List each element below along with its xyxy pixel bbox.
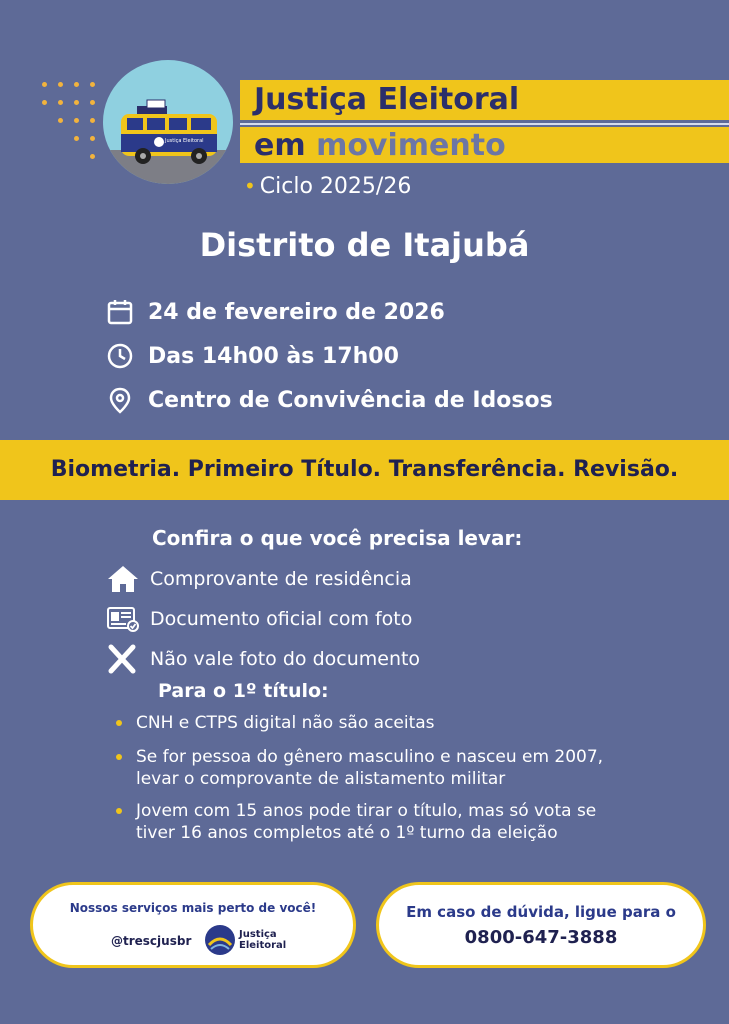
- location-title: Distrito de Itajubá: [199, 226, 530, 264]
- page-title: Justiça Eleitoral: [254, 82, 520, 117]
- calendar-icon: [106, 298, 134, 326]
- page-subtitle: [254, 127, 506, 165]
- event-time: Das 14h00 às 17h00: [148, 343, 399, 369]
- footer-social-card: [30, 882, 356, 968]
- title-banner-line2: [240, 127, 729, 163]
- requirement-item: [106, 644, 420, 674]
- dot-grid-decoration: [42, 82, 112, 172]
- services-banner: [0, 440, 729, 500]
- x-mark-icon: [106, 644, 140, 674]
- clock-icon: [106, 342, 134, 370]
- footer-tagline: Nossos serviços mais perto de você!: [69, 901, 317, 915]
- first-title-heading: Para o 1º título:: [158, 680, 329, 702]
- social-handle-link[interactable]: @trescjusbr: [111, 934, 192, 948]
- bullet-line: Jovem com 15 anos pode tirar o título, mas só vota se: [136, 801, 597, 821]
- bullet-line: tiver 16 anos completos até o 1º turno da eleição: [136, 823, 558, 843]
- requirement-label: Documento oficial com foto: [150, 608, 413, 630]
- bullet-dot: [116, 720, 122, 726]
- first-title-bullet: [116, 800, 636, 844]
- bullet-dot: [116, 754, 122, 760]
- logo-line2: Eleitoral: [239, 940, 287, 951]
- bullet-dot: [116, 808, 122, 814]
- house-icon: [106, 564, 140, 594]
- event-place: Centro de Convivência de Idosos: [148, 387, 553, 413]
- logo-line1: Justiça: [239, 929, 277, 940]
- cycle-text: Ciclo 2025/26: [259, 174, 412, 199]
- location-pin-icon: [106, 386, 134, 414]
- cycle-label: [244, 174, 411, 199]
- requirement-label: Comprovante de residência: [150, 568, 412, 590]
- bullet-line: levar o comprovante de alistamento militar: [136, 769, 506, 789]
- title-banner-line1: [240, 80, 729, 120]
- van-logo-text: Justiça Eleitoral: [165, 138, 204, 144]
- requirements-heading: Confira o que você precisa levar:: [152, 526, 523, 550]
- first-title-bullet: [116, 712, 636, 734]
- requirement-label: Não vale foto do documento: [150, 648, 421, 670]
- event-date: 24 de fevereiro de 2026: [148, 299, 445, 325]
- cycle-bullet: •: [244, 174, 256, 198]
- event-place-row: [106, 384, 553, 416]
- services-banner-text: Biometria. Primeiro Título. Transferência. Revisão.: [50, 457, 679, 482]
- contact-text: Em caso de dúvida, ligue para o: [406, 903, 676, 921]
- subtitle-word-movimento: movimento: [316, 128, 506, 163]
- logo-text: [239, 929, 286, 951]
- phone-number[interactable]: 0800-647-3888: [464, 927, 618, 948]
- justica-eleitoral-logo-icon: [203, 923, 237, 957]
- footer-contact-card: [376, 882, 706, 968]
- event-time-row: [106, 340, 399, 372]
- subtitle-word-em: em: [254, 128, 306, 163]
- title-divider: [240, 123, 729, 125]
- first-title-bullet: [116, 746, 636, 790]
- requirement-item: [106, 564, 412, 594]
- event-date-row: [106, 296, 445, 328]
- van-illustration: [103, 60, 233, 184]
- id-card-icon: [106, 604, 140, 634]
- bullet-line: CNH e CTPS digital não são aceitas: [136, 713, 435, 733]
- bullet-line: Se for pessoa do gênero masculino e nasceu em 2007,: [136, 747, 604, 767]
- requirement-item: [106, 604, 412, 634]
